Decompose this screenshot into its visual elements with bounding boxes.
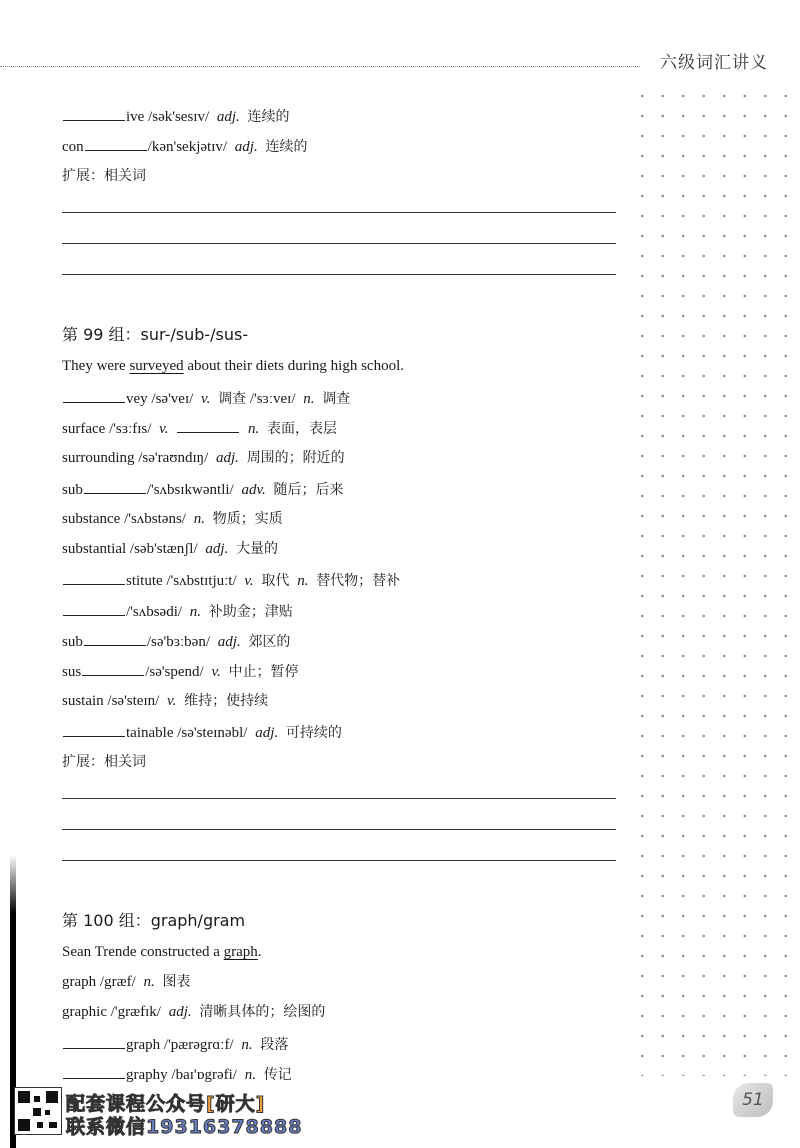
phonetic: /sə'bɜːbən/ <box>146 634 211 650</box>
meaning: 替代物；替补 <box>316 573 401 589</box>
part-of-speech: n. <box>241 1037 253 1053</box>
meaning: 连续的 <box>247 109 290 125</box>
meaning: 连续的 <box>265 139 308 155</box>
part-of-speech: n. <box>193 511 205 527</box>
meaning: 图表 <box>162 974 191 990</box>
meaning: 物质；实质 <box>212 511 283 527</box>
word-entry <box>62 631 290 651</box>
meaning: 传记 <box>263 1067 292 1083</box>
example-sentence <box>62 943 262 961</box>
fill-blank[interactable] <box>63 1064 125 1079</box>
part-of-speech: adj. <box>255 725 279 741</box>
group-99-title: 第 99 组：sur-/sub-/sus- <box>62 325 249 344</box>
word-suffix: graph <box>126 1037 161 1053</box>
word: sustain <box>62 693 104 709</box>
page-number: 51 <box>733 1083 773 1117</box>
group-100-title: 第 100 组：graph/gram <box>62 911 246 930</box>
word: substantial <box>62 541 127 557</box>
word: graph <box>62 974 97 990</box>
word-prefix: sub <box>62 482 83 498</box>
word-prefix: con <box>62 139 84 155</box>
part-of-speech: adv. <box>241 482 266 498</box>
watermark-line-2: 联系微信19316378888 <box>66 1116 303 1138</box>
writing-line[interactable] <box>62 829 616 830</box>
fill-blank[interactable] <box>82 661 144 676</box>
part-of-speech: v. <box>244 573 254 589</box>
word-prefix: sus <box>62 664 82 680</box>
phonetic: /sə'steɪnəbl/ <box>177 725 248 741</box>
word-entry <box>62 106 290 126</box>
word-entry <box>62 388 350 408</box>
word-entry <box>62 540 278 558</box>
phonetic: /græf/ <box>99 974 136 990</box>
phonetic: /'pærəgrɑːf/ <box>163 1037 234 1053</box>
word-entry <box>62 1064 292 1084</box>
meaning: 随后；后来 <box>273 482 344 498</box>
word-entry <box>62 510 283 528</box>
meaning: 清晰具体的；绘图的 <box>199 1004 326 1020</box>
fill-blank[interactable] <box>63 601 125 616</box>
word-entry <box>62 449 345 467</box>
example-keyword: graph <box>223 944 258 960</box>
meaning: 表面，表层 <box>266 421 337 437</box>
qr-code-icon <box>14 1087 62 1135</box>
meaning: 郊区的 <box>248 634 291 650</box>
fill-blank[interactable] <box>85 136 147 151</box>
part-of-speech: n. <box>143 974 155 990</box>
notes-dot-grid <box>632 86 792 1076</box>
phonetic: /sə'spend/ <box>145 664 204 680</box>
word-entry <box>62 973 191 991</box>
meaning: 可持续的 <box>285 725 342 741</box>
header-rule <box>0 66 640 67</box>
meaning: 段落 <box>260 1037 289 1053</box>
meaning: 大量的 <box>236 541 279 557</box>
book-title: 六级词汇讲义 <box>660 53 768 73</box>
phonetic: /'sʌbsɪkwəntli/ <box>146 482 234 498</box>
watermark-line-1: 配套课程公众号[研大] <box>66 1093 266 1115</box>
meaning: 中止；暂停 <box>228 664 299 680</box>
example-text: Sean Trende constructed a <box>62 944 224 960</box>
part-of-speech: adj. <box>205 541 229 557</box>
meaning: 调查 <box>322 391 351 407</box>
example-text: about their diets during high school. <box>183 358 405 374</box>
part-of-speech: adj. <box>168 1004 192 1020</box>
word-entry <box>62 601 293 621</box>
phonetic: /kən'sekjətɪv/ <box>147 139 228 155</box>
word-entry <box>62 136 307 156</box>
part-of-speech: adj. <box>217 634 241 650</box>
example-text: They were <box>62 358 130 374</box>
meaning: 取代 <box>261 573 290 589</box>
phonetic: /sə'steɪn/ <box>107 693 160 709</box>
part-of-speech: adj. <box>216 450 239 466</box>
meaning: 周围的；附近的 <box>246 450 345 466</box>
fill-blank[interactable] <box>84 631 146 646</box>
meaning: 补助金；津贴 <box>208 604 293 620</box>
part-of-speech: v. <box>159 421 169 437</box>
meaning: 维持；使持续 <box>184 693 269 709</box>
word: graphic <box>62 1004 107 1020</box>
word-prefix: sub <box>62 634 83 650</box>
part-of-speech: n. <box>244 1067 256 1083</box>
extend-label: 扩展：相关词 <box>62 754 146 770</box>
phonetic: /'græfɪk/ <box>110 1004 161 1020</box>
part-of-speech: adj. <box>234 139 258 155</box>
fill-blank[interactable] <box>63 106 125 121</box>
phonetic: /'sʌbstɪtjuːt/ <box>166 573 237 589</box>
writing-line[interactable] <box>62 243 616 244</box>
part-of-speech: adj. <box>216 109 240 125</box>
word-suffix: tainable <box>126 725 174 741</box>
word-suffix: ive <box>126 109 145 125</box>
word-entry <box>62 722 342 742</box>
phonetic: /sə'veɪ/ <box>151 391 194 407</box>
example-sentence <box>62 357 404 375</box>
phonetic: /'sɜːveɪ/ <box>249 391 296 407</box>
phonetic: /'sɜːfɪs/ <box>109 421 152 437</box>
word-suffix: vey <box>126 391 148 407</box>
phonetic: /'sʌbstəns/ <box>124 511 186 527</box>
writing-line[interactable] <box>62 798 616 799</box>
word-suffix: stitute <box>126 573 163 589</box>
phonetic: /baɪ'ɒgrəfi/ <box>171 1067 237 1083</box>
part-of-speech: v. <box>211 664 221 680</box>
extend-label: 扩展：相关词 <box>62 168 146 184</box>
word-entry <box>62 479 344 499</box>
fill-blank[interactable] <box>63 570 125 585</box>
word-entry <box>62 570 400 590</box>
meaning: 调查 <box>218 391 247 407</box>
word: substance <box>62 511 121 527</box>
word-entry <box>62 692 268 710</box>
word-entry <box>62 661 299 681</box>
part-of-speech: n. <box>297 573 309 589</box>
part-of-speech: v. <box>167 693 177 709</box>
word-entry <box>62 1003 325 1021</box>
fill-blank[interactable] <box>63 388 125 403</box>
example-text: . <box>257 944 262 960</box>
word: surrounding <box>62 450 135 466</box>
word: surface <box>62 421 106 437</box>
fill-blank[interactable] <box>177 418 239 433</box>
part-of-speech: n. <box>303 391 315 407</box>
fill-blank[interactable] <box>84 479 146 494</box>
writing-line[interactable] <box>62 274 616 275</box>
word-entry <box>62 418 337 438</box>
word-entry <box>62 1034 288 1054</box>
phonetic: /sək'sesɪv/ <box>148 109 210 125</box>
part-of-speech: n. <box>247 421 260 437</box>
part-of-speech: v. <box>201 391 211 407</box>
writing-line[interactable] <box>62 212 616 213</box>
phonetic: /'sʌbsədi/ <box>126 604 183 620</box>
example-keyword: surveyed <box>129 358 184 374</box>
writing-line[interactable] <box>62 860 616 861</box>
word-suffix: graphy <box>126 1067 168 1083</box>
phonetic: /sə'raʊndɪŋ/ <box>138 450 209 466</box>
fill-blank[interactable] <box>63 1034 125 1049</box>
part-of-speech: n. <box>189 604 202 620</box>
fill-blank[interactable] <box>63 722 125 737</box>
phonetic: /səb'stænʃl/ <box>129 541 198 557</box>
